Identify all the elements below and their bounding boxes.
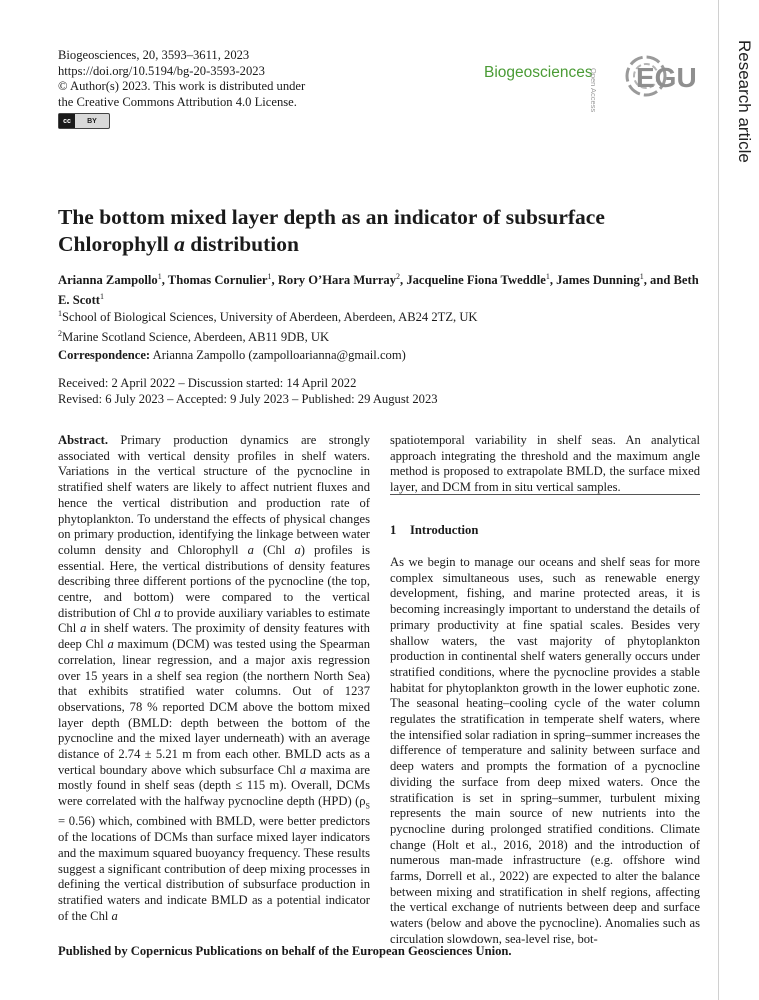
abstract-divider	[390, 494, 700, 495]
paper-title: The bottom mixed layer depth as an indicator of subsurface Chlorophyll a distribution	[58, 205, 605, 256]
cc-by-license-icon[interactable]	[58, 113, 110, 129]
author-affiliation-mark: 2	[396, 272, 401, 281]
correspondence: Correspondence: Arianna Zampollo (zampolloarianna@gmail.com)	[58, 348, 406, 362]
tab-divider	[718, 0, 719, 1000]
affiliation-line: $^1$School of Biological Sciences, University of Aberdeen, Aberdeen, AB24 2TZ, UK	[58, 309, 478, 324]
author-name: James Dunning	[556, 273, 640, 287]
journal-name: Biogeosciences	[484, 64, 593, 81]
egu-logo-text: EGU	[636, 62, 697, 93]
section-heading-introduction: 1 Introduction	[390, 523, 479, 537]
author-name: Jacqueline Fiona Tweddle	[406, 273, 546, 287]
author-affiliation-mark: 1	[545, 272, 550, 281]
author-affiliation-mark: 1	[267, 272, 272, 281]
affiliation-line: $^2$Marine Scotland Science, Aberdeen, AB11 9DB, UK	[58, 328, 330, 344]
egu-logo-icon	[624, 42, 704, 110]
by-icon: BY	[87, 117, 97, 125]
author-list: Arianna Zampollo$^1$, Thomas Cornulier$^1$, Rory O’Hara Murray$^2$, Jacqueline Fiona Tweddle$^1$, James Dunning$^1$, and Beth E. Scott$^1$	[58, 272, 699, 307]
abstract-right-column: spatiotemporal variability in shelf seas. An analytical approach integrating the threshold and the maximum angle method is proposed to extrapolate BMLD, the surface mixed layer, and DCM from in situ vertical samples.	[390, 433, 700, 495]
publisher-footer: Published by Copernicus Publications on behalf of the European Geosciences Union.	[58, 944, 512, 958]
author-name: Arianna Zampollo	[58, 273, 158, 287]
citation-block	[58, 48, 305, 129]
license-line: the Creative Commons Attribution 4.0 License.	[58, 94, 297, 109]
abstract-text: Abstract. Primary production dynamics are strongly associated with vertical density profiles in shelf waters. Variations in the vertical structure of the pycnocline in stratified shelf waters are likely to affect nutrient fluxes and hence the vertical distribution and production rate of phytoplankton. To understand the effects of physical changes on primary production, identifying the linkage between water column density and Chlorophyll a (Chl a) profiles is essential. Here, the vertical distributions of density features describing three different portions of the pycnocline (the top, centre, and bottom) were compared to the vertical distribution of Chl a to provide auxiliary variables to estimate Chl a in shelf waters. The proximity of density features with deep Chl a maximum (DCM) was tested using the Spearman correlation, linear regression, and a major axis regression over 15 years in a shelf sea region (the northern North Sea) that exhibits stratified water columns. Out of 1237 observations, 78 % reported DCM above the bottom mixed layer depth (BMLD: depth between the bottom of the pycnocline and the mixed layer underneath) with an average distance of 2.74 ± 5.21 m from each other. BMLD acts as a vertical boundary above which subsurface Chl a maxima are mostly found in shelf seas (depth ≤ 115 m). Overall, DCMs were correlated with the halfway pycnocline depth (HPD) $(\rho_S = 0.56)$ which, combined with BMLD, were better predictors of the locations of DCMs than surface mixed layer indicators and the maximum squared buoyancy frequency. These results suggest a significant contribution of deep mixing processes in defining the vertical distribution of subsurface production in stratified waters and indicate BMLD as a potential indicator of the Chl a	[58, 433, 370, 923]
author-affiliation-mark: 1	[157, 272, 162, 281]
author-name: Thomas Cornulier	[167, 273, 268, 287]
abstract-left-column	[58, 433, 370, 924]
doi-link[interactable]: https://doi.org/10.5194/bg-20-3593-2023	[58, 63, 265, 78]
correspondence-email[interactable]: Arianna Zampollo (zampolloarianna@gmail.com)	[152, 348, 406, 362]
introduction-text: As we begin to manage our oceans and shelf seas for more complex simultaneous uses, such as renewable energy development, fishing, and marine protected areas, it is becoming increasingly important to understand the details of primary productivity at fine spatial scales. Besides very shallow waters, the vast majority of phytoplankton production in continental shelf waters generally occurs under stratified conditions, where the pycnocline provides a stable habitat for phytoplankton growth in the lower euphotic zone. The seasonal heating–cooling cycle of the water column regulates the stratification in temperate shelf waters, where the intensified solar radiation in spring–summer increases the difference of temperature and salinity between surface and deep waters and prompts the formation of a pycnocline dividing the surface from deep mixed waters. Once the stratification is set in spring–summer, turbulent mixing represents the main source of new nutrients into the pycnocline during prolonged stratified conditions. Climate change (Holt et al., 2016, 2018) and the introduction of numerous man-made infrastructure (e.g. offshore wind farms, Dorrell et al., 2022) are expected to alter the balance between mixing and stratification in shelf regions, affecting the vertical exchange of nutrients between deep and surface waters (below and above the pycnocline). Anomalies such as circulation slowdown, sea-level rise, bot-	[390, 555, 700, 946]
copyright-line: © Author(s) 2023. This work is distributed under	[58, 79, 306, 94]
author-affiliation-mark: 1	[639, 272, 644, 281]
open-access-label: Open Access	[589, 68, 598, 113]
publication-dates: Received: 2 April 2022 – Discussion started: 14 April 2022 Revised: 6 July 2023 – Accepted: 9 July 2023 – Published: 29 August 2023	[58, 376, 438, 406]
article-type-label: Research article	[735, 40, 754, 163]
author-affiliation-mark: 1	[99, 291, 104, 301]
journal-citation: Biogeosciences, 20, 3593–3611, 2023	[58, 48, 250, 62]
author-name: Rory O’Hara Murray	[277, 273, 397, 287]
cc-icon: cc	[59, 114, 75, 128]
author-name: Beth E. Scott	[58, 273, 699, 307]
affiliations	[58, 306, 478, 345]
article-type-tab	[718, 0, 759, 1000]
